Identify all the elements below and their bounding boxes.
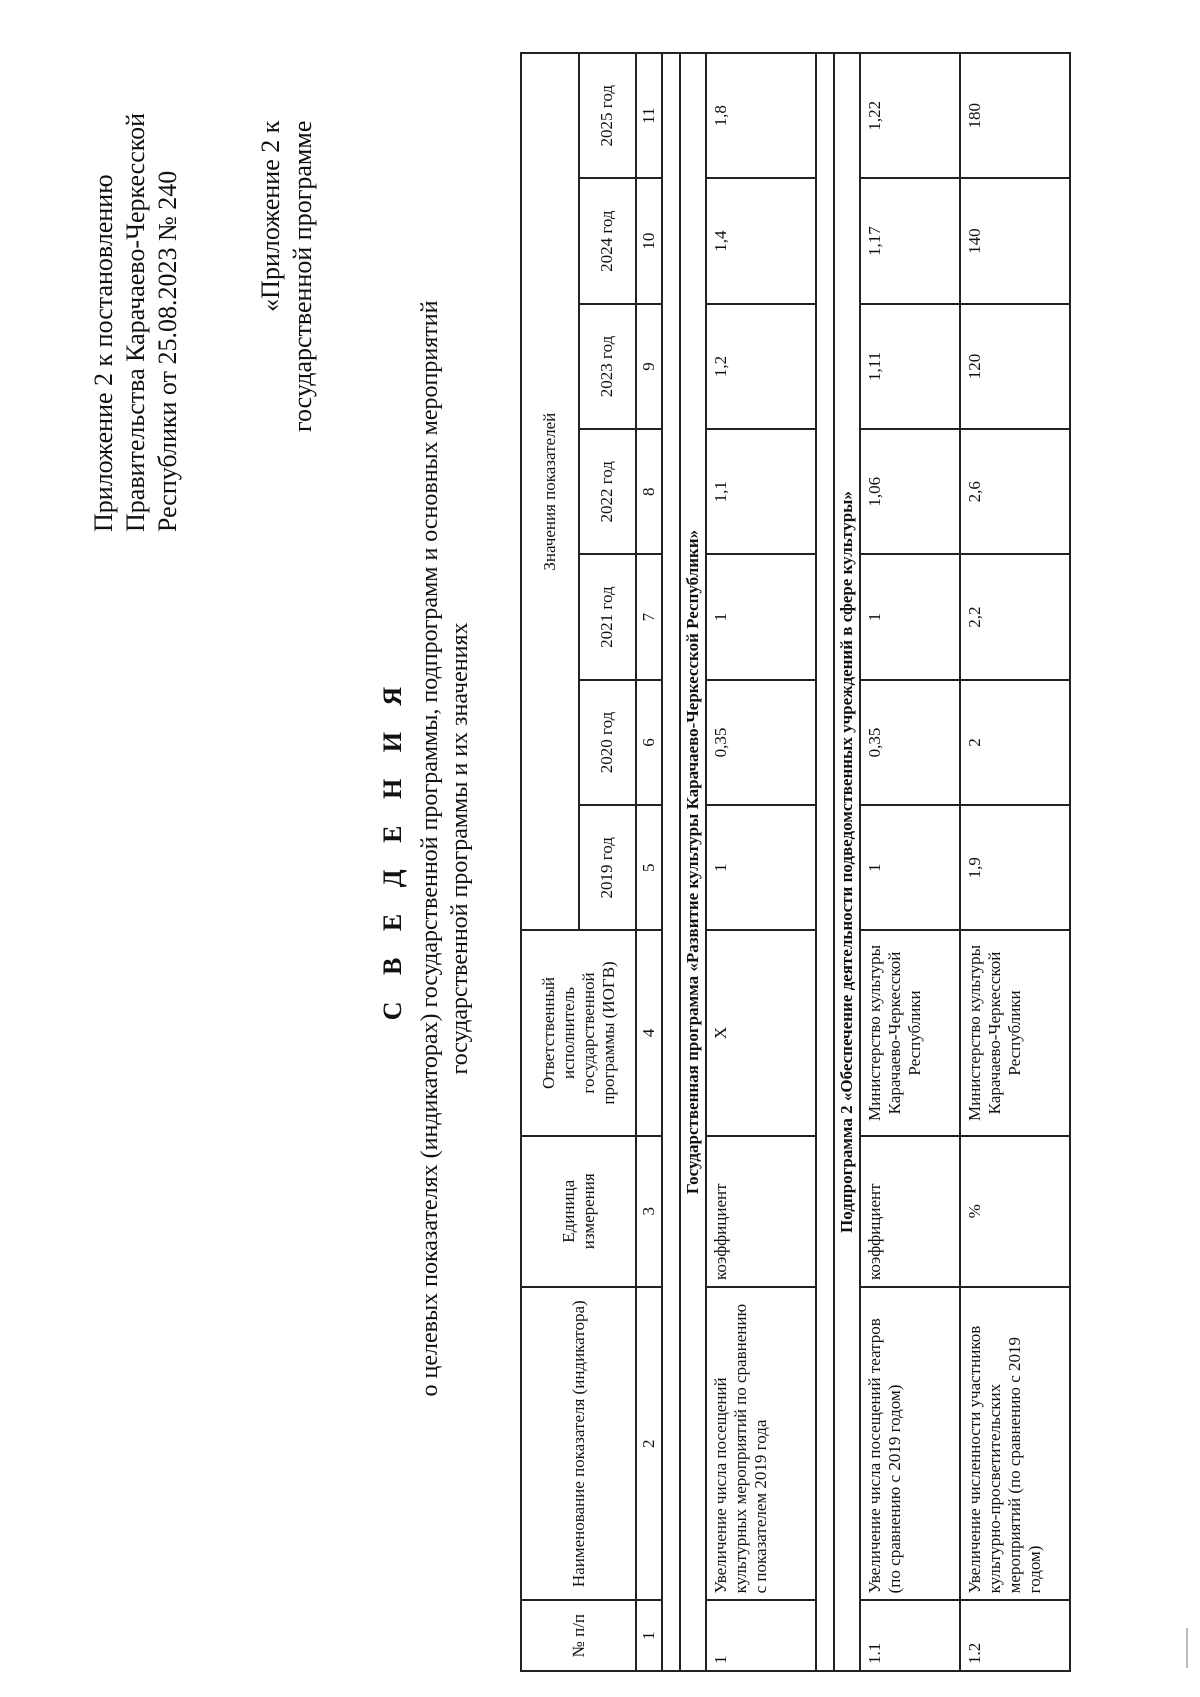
row-value: 1,2 bbox=[706, 304, 816, 429]
row-value: 0,35 bbox=[860, 680, 960, 805]
row-value: 140 bbox=[960, 178, 1070, 303]
header-row bbox=[521, 53, 579, 1671]
column-number: 11 bbox=[636, 53, 662, 178]
row-value: 1 bbox=[706, 554, 816, 679]
column-number: 4 bbox=[636, 930, 662, 1135]
row-value: 2 bbox=[960, 680, 1070, 805]
row-num: 1.1 bbox=[860, 1600, 960, 1671]
header-name: Наименование показателя (индикатора) bbox=[521, 1287, 636, 1600]
document-title: С В Е Д Е Н И Я bbox=[378, 676, 407, 1021]
row-value: 1,9 bbox=[960, 805, 1070, 930]
row-name: Увеличение числа посещений театров (по сравнению с 2019 годом) bbox=[860, 1287, 960, 1600]
table-row bbox=[860, 53, 960, 1671]
row-name: Увеличение числа посещений культурных мероприятий по сравнению с показателем 2019 года bbox=[706, 1287, 816, 1600]
column-number: 7 bbox=[636, 554, 662, 679]
column-number: 1 bbox=[636, 1600, 662, 1671]
header-year: 2023 год bbox=[579, 304, 637, 429]
column-number-row bbox=[636, 53, 662, 1671]
row-value: 1,8 bbox=[706, 53, 816, 178]
row-num: 1.2 bbox=[960, 1600, 1070, 1671]
document-subtitle bbox=[415, 0, 475, 1697]
row-value: 1 bbox=[860, 805, 960, 930]
column-number: 2 bbox=[636, 1287, 662, 1600]
appendix-line: государственной программе bbox=[288, 120, 317, 432]
spacer-row bbox=[662, 53, 680, 1671]
table-row bbox=[960, 53, 1070, 1671]
header-year: 2025 год bbox=[579, 53, 637, 178]
header-unit: Единица измерения bbox=[521, 1136, 636, 1288]
row-executor: Министерство культуры Карачаево-Черкесской Республики bbox=[860, 930, 960, 1135]
row-value: 1,4 bbox=[706, 178, 816, 303]
column-number: 10 bbox=[636, 178, 662, 303]
row-num: 1 bbox=[706, 1600, 816, 1671]
program-section-row bbox=[680, 53, 706, 1671]
row-value: 180 bbox=[960, 53, 1070, 178]
resolution-header bbox=[88, 113, 184, 532]
appendix-header bbox=[255, 121, 319, 432]
header-year: 2021 год bbox=[579, 554, 637, 679]
subprogram-section-row bbox=[834, 53, 860, 1671]
row-unit: коэффициент bbox=[706, 1136, 816, 1288]
spacer-row bbox=[816, 53, 834, 1671]
row-value: 1,11 bbox=[860, 304, 960, 429]
header-year: 2022 год bbox=[579, 429, 637, 554]
resolution-line: Правительства Карачаево-Черкесской bbox=[121, 113, 150, 532]
column-number: 9 bbox=[636, 304, 662, 429]
row-executor: Х bbox=[706, 930, 816, 1135]
column-number: 5 bbox=[636, 805, 662, 930]
row-value: 1,17 bbox=[860, 178, 960, 303]
appendix-line: «Приложение 2 к bbox=[256, 120, 285, 312]
resolution-line: Приложение 2 к постановлению bbox=[89, 174, 118, 532]
row-value: 0,35 bbox=[706, 680, 816, 805]
row-value: 2,2 bbox=[960, 554, 1070, 679]
header-executor: Ответственный исполнитель государственной программы (ИОГВ) bbox=[521, 930, 636, 1135]
subtitle-line: государственной программы и их значениях bbox=[447, 622, 473, 1075]
row-unit: коэффициент bbox=[860, 1136, 960, 1288]
subprogram-title: Подпрограмма 2 «Обеспечение деятельности подведомственных учреждений в сфере культуры» bbox=[834, 53, 860, 1671]
header-year: 2020 год bbox=[579, 680, 637, 805]
table-row bbox=[706, 53, 816, 1671]
row-value: 1,1 bbox=[706, 429, 816, 554]
row-name: Увеличение численности участников культурно-просветительских мероприятий (по сравнению с 2019 годом) bbox=[960, 1287, 1070, 1600]
column-number: 3 bbox=[636, 1136, 662, 1288]
header-year: 2019 год bbox=[579, 805, 637, 930]
scan-edge-mark bbox=[1186, 1628, 1188, 1668]
row-value: 1,06 bbox=[860, 429, 960, 554]
subtitle-line: о целевых показателях (индикаторах) государственной программы, подпрограмм и основных мероприятий bbox=[417, 300, 443, 1397]
row-unit: % bbox=[960, 1136, 1070, 1288]
resolution-line: Республики от 25.08.2023 № 240 bbox=[153, 170, 182, 532]
row-executor: Министерство культуры Карачаево-Черкесской Республики bbox=[960, 930, 1070, 1135]
row-value: 1,22 bbox=[860, 53, 960, 178]
header-year: 2024 год bbox=[579, 178, 637, 303]
header-num: № п/п bbox=[521, 1600, 636, 1671]
row-value: 1 bbox=[860, 554, 960, 679]
header-values-group: Значения показателей bbox=[521, 53, 579, 930]
row-value: 2,6 bbox=[960, 429, 1070, 554]
column-number: 8 bbox=[636, 429, 662, 554]
column-number: 6 bbox=[636, 680, 662, 805]
row-value: 1 bbox=[706, 805, 816, 930]
row-value: 120 bbox=[960, 304, 1070, 429]
program-title: Государственная программа «Развитие культуры Карачаево-Черкесской Республики» bbox=[680, 53, 706, 1671]
indicators-table bbox=[520, 52, 1071, 1672]
